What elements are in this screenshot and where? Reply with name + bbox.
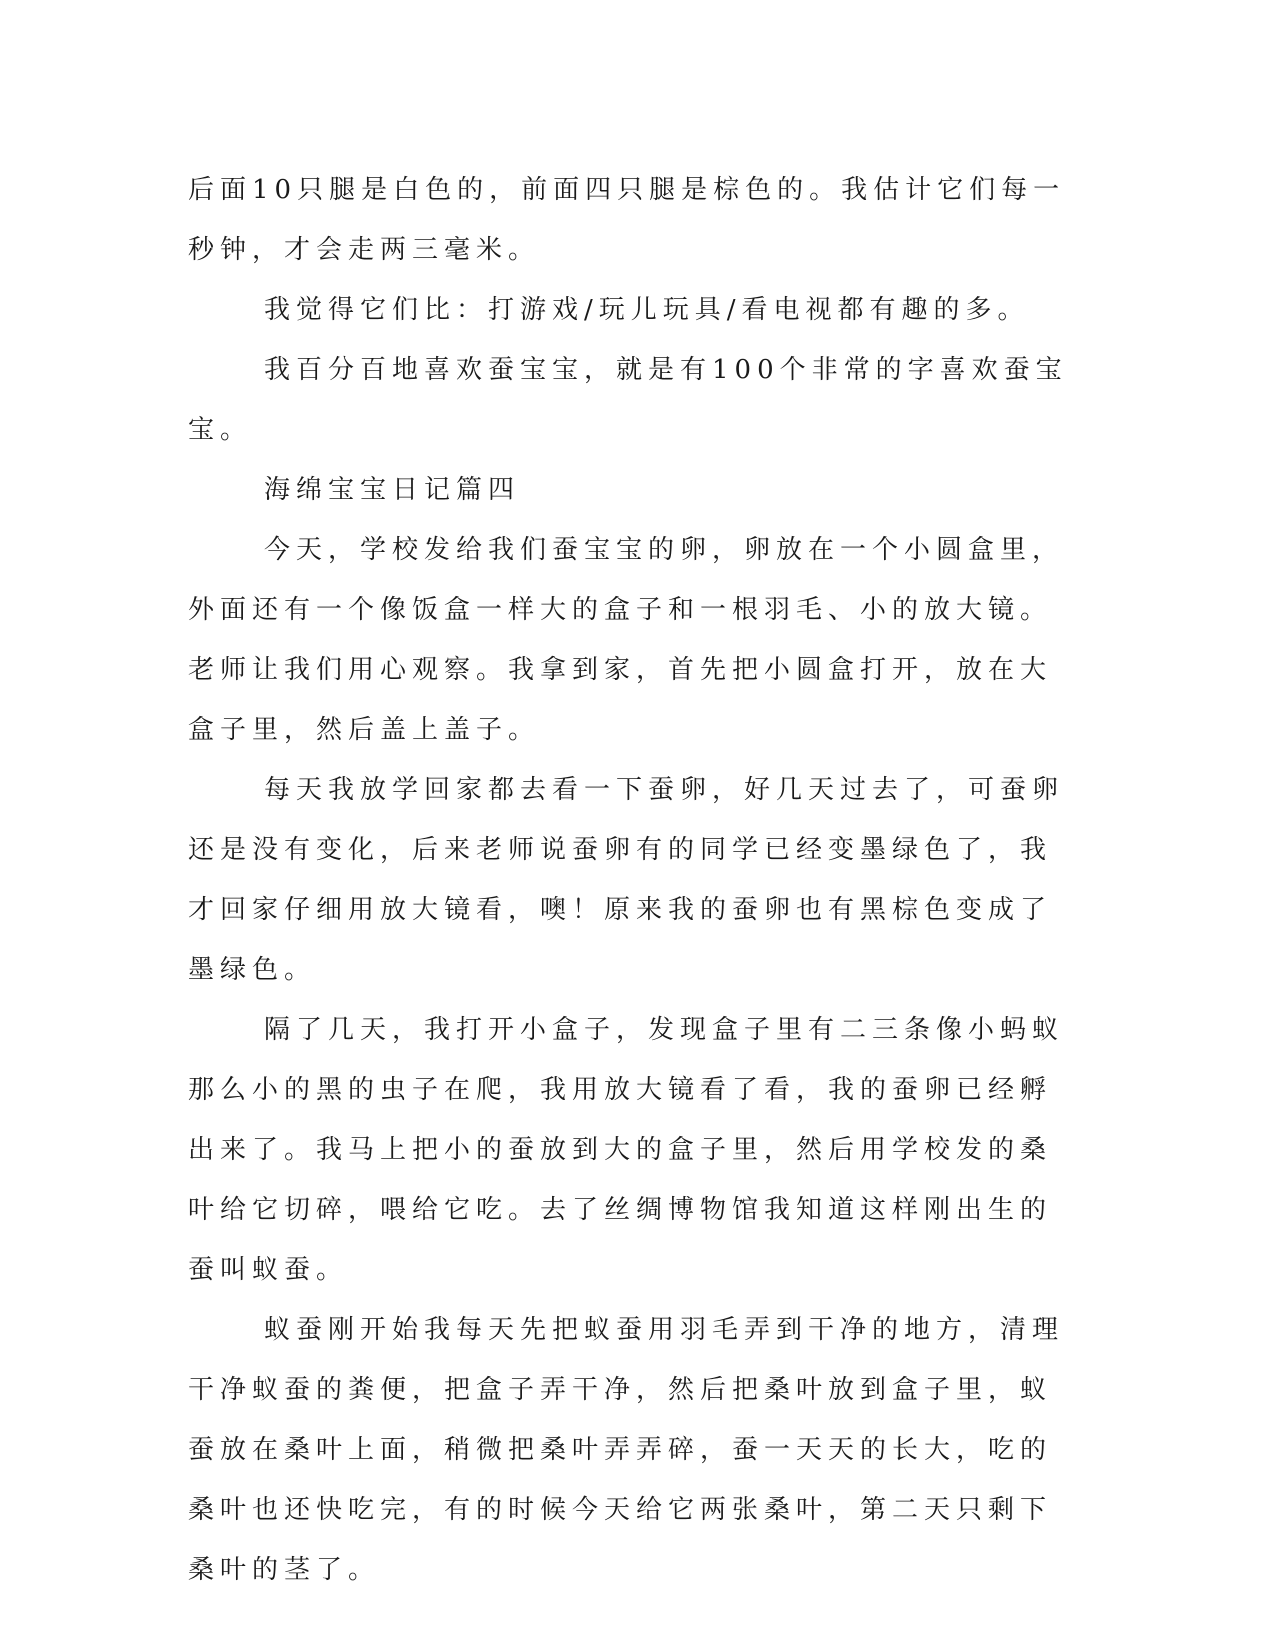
paragraph-2: 我觉得它们比：打游戏/玩儿玩具/看电视都有趣的多。 <box>264 295 1030 325</box>
paragraph-3: 我百分百地喜欢蚕宝宝，就是有100个非常的字喜欢蚕宝宝。 <box>188 355 1068 445</box>
paragraph-7: 蚁蚕刚开始我每天先把蚁蚕用羽毛弄到干净的地方，清理干净蚁蚕的粪便，把盒子弄干净，然后把桑叶放到盒子里，蚁蚕放在桑叶上面，稍微把桑叶弄弄碎，蚕一天天的长大，吃的桑叶也还快吃完，有的时候今天给它两张桑叶，第二天只剩下桑叶的茎了。 <box>188 1315 1065 1585</box>
paragraph-1: 后面10只腿是白色的，前面四只腿是棕色的。我估计它们每一秒钟，才会走两三毫米。 <box>188 175 1066 265</box>
paragraph-6: 隔了几天，我打开小盒子，发现盒子里有二三条像小蚂蚁那么小的黑的虫子在爬，我用放大镜看了看，我的蚕卵已经孵出来了。我马上把小的蚕放到大的盒子里，然后用学校发的桑叶给它切碎，喂给它吃。去了丝绸博物馆我知道这样刚出生的蚕叫蚁蚕。 <box>188 1015 1065 1285</box>
document-body <box>188 160 1078 1600</box>
section-heading: 海绵宝宝日记篇四 <box>264 475 521 505</box>
paragraph-5: 每天我放学回家都去看一下蚕卵，好几天过去了，可蚕卵还是没有变化，后来老师说蚕卵有的同学已经变墨绿色了，我才回家仔细用放大镜看，噢！原来我的蚕卵也有黑棕色变成了墨绿色。 <box>188 775 1065 985</box>
paragraph-4: 今天，学校发给我们蚕宝宝的卵，卵放在一个小圆盒里，外面还有一个像饭盒一样大的盒子和一根羽毛、小的放大镜。老师让我们用心观察。我拿到家，首先把小圆盒打开，放在大盒子里，然后盖上盖子。 <box>188 535 1065 745</box>
